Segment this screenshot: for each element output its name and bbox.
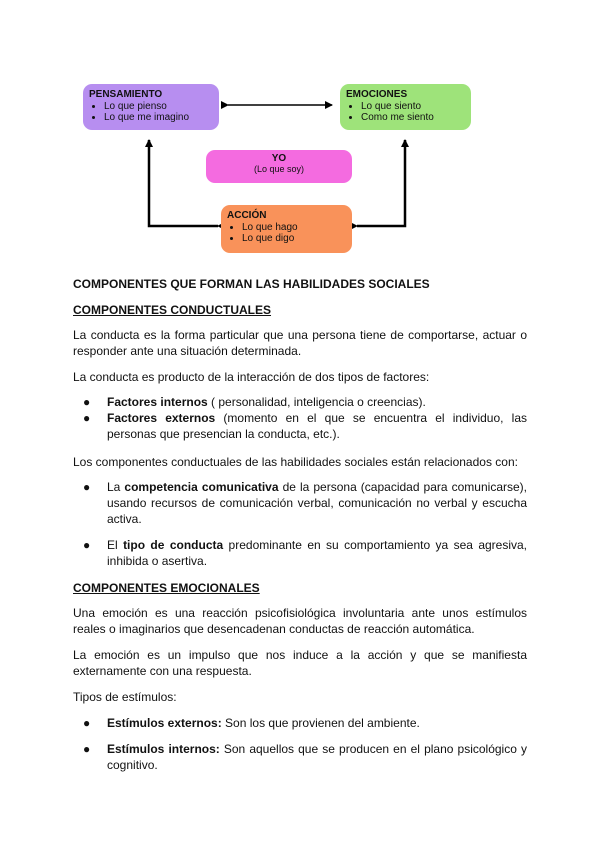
list-item: ● La competencia comunicativa de la persona (capacidad para comunicarse), usando recursos de comunicación verbal, comunicación no verbal y escucha activa. (83, 480, 527, 526)
emociones-item: • Lo que siento (361, 101, 465, 112)
list-item: ● Estímulos externos: Son los que provienen del ambiente. (83, 716, 420, 730)
estimulos-internos-item (73, 741, 527, 773)
diagram (0, 0, 600, 270)
accion-title: ACCIÓN (227, 210, 267, 221)
section1-p2: La conducta es producto de la interacción de dos tipos de factores: (73, 370, 430, 384)
emociones-box (340, 84, 471, 130)
section2-p2: La emoción es un impulso que nos induce a la acción y que se manifiesta externamente con una respuesta. (73, 648, 527, 678)
arrow-accion-emociones (357, 140, 405, 226)
pensamiento-title: PENSAMIENTO (89, 89, 163, 100)
list-item: ● Factores externos (momento en el que se encuentra el individuo, las personas que presencian la conducta, etc.). (83, 411, 527, 441)
list-item: ● Estímulos internos: Son aquellos que se producen en el plano psicológico y cognitivo. (83, 742, 527, 772)
section2-heading: COMPONENTES EMOCIONALES (73, 581, 260, 595)
tipo-conducta-item (73, 537, 527, 569)
section2-p1: Una emoción es una reacción psicofisiológica involuntaria ante unos estímulos reales o imaginarios que desencadenan conductas de reacción automática. (73, 606, 527, 636)
yo-title: YO (271, 153, 287, 164)
factors-list (73, 394, 527, 442)
section1-heading: COMPONENTES CONDUCTUALES (73, 303, 272, 317)
section2-p3: Tipos de estímulos: (73, 690, 177, 704)
yo-box (206, 150, 352, 183)
competencia-item (73, 479, 527, 527)
estimulos-externos-item (73, 715, 527, 731)
section1-p1: La conducta es la forma particular que una persona tiene de comportarse, actuar o responder ante una situación determinada. (73, 328, 527, 358)
emociones-item: • Como me siento (361, 112, 465, 123)
pensamiento-box (83, 84, 219, 130)
list-item: ● Factores internos ( personalidad, inteligencia o creencias). (83, 395, 426, 409)
pensamiento-item: • Lo que me imagino (104, 112, 213, 123)
main-heading: COMPONENTES QUE FORMAN LAS HABILIDADES SOCIALES (73, 277, 430, 291)
section1-p3: Los componentes conductuales de las habilidades sociales están relacionados con: (73, 455, 518, 469)
yo-subtitle: (Lo que soy) (253, 164, 305, 174)
pensamiento-item: • Lo que pienso (104, 101, 213, 112)
accion-item: • Lo que digo (242, 233, 346, 244)
accion-item: • Lo que hago (242, 222, 346, 233)
emociones-title: EMOCIONES (346, 89, 408, 100)
list-item: ● El tipo de conducta predominante en su comportamiento ya sea agresiva, inhibida o asertiva. (83, 538, 528, 568)
accion-box (221, 205, 352, 253)
